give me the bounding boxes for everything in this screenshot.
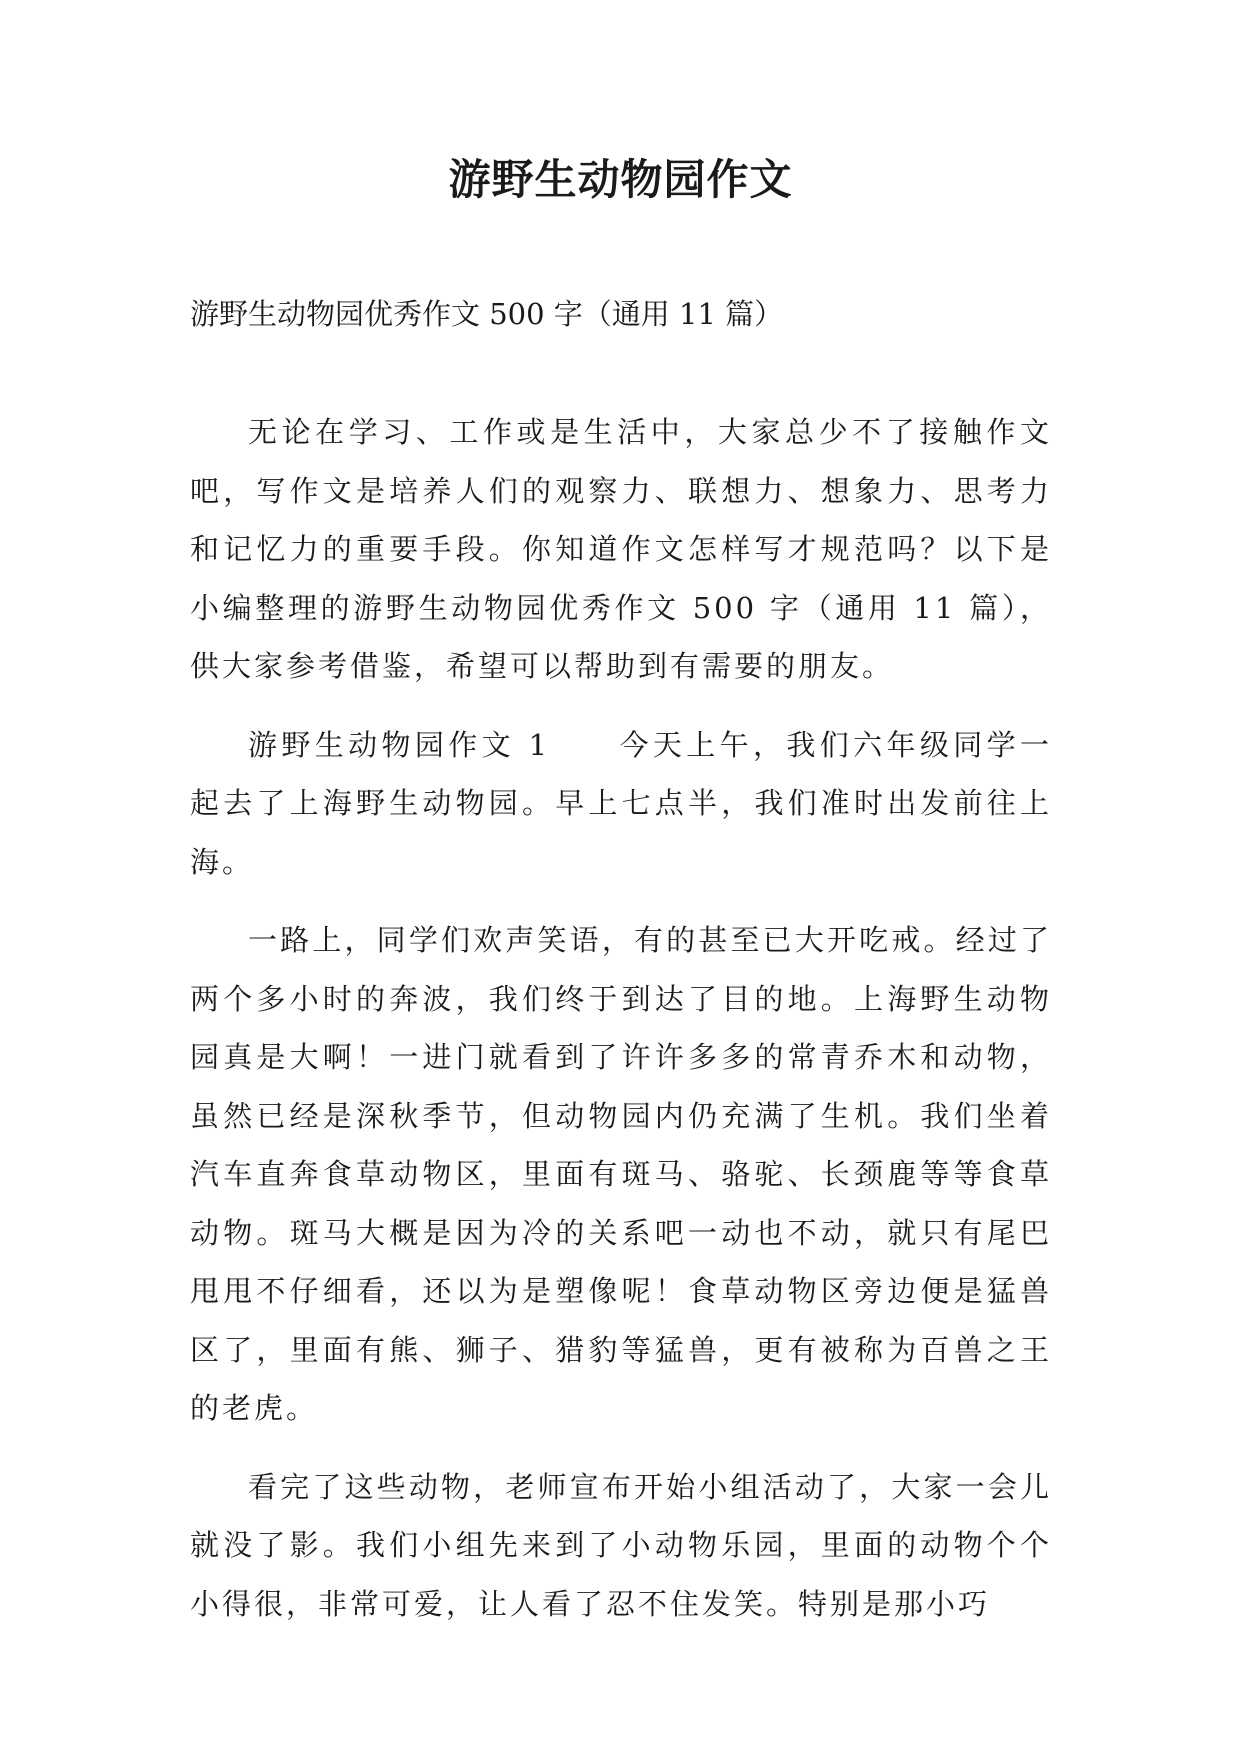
- body-paragraph: 看完了这些动物，老师宣布开始小组活动了，大家一会儿就没了影。我们小组先来到了小动物乐园，里面的动物个个小得很，非常可爱，让人看了忍不住发笑。特别是那小巧: [190, 1469, 1052, 1621]
- document-subtitle: 游野生动物园优秀作文 500 字（通用 11 篇）: [190, 297, 784, 331]
- body-paragraph: 一路上，同学们欢声笑语，有的甚至已大开吃戒。经过了两个多小时的奔波，我们终于到达了目的地。上海野生动物园真是大啊！一进门就看到了许许多多的常青乔木和动物，虽然已经是深秋季节，但动物园内仍充满了生机。我们坐着汽车直奔食草动物区，里面有斑马、骆驼、长颈鹿等等食草动物。斑马大概是因为冷的关系吧一动也不动，就只有尾巴甩甩不仔细看，还以为是塑像呢！食草动物区旁边便是猛兽区了，里面有熊、狮子、猎豹等猛兽，更有被称为百兽之王的老虎。: [190, 923, 1052, 1425]
- section-1-text: 今天上午，我们六年级同学一起去了上海野生动物园。早上七点半，我们准时出发前往上海。: [190, 727, 1052, 879]
- document-title: 游野生动物园作文: [448, 155, 793, 204]
- intro-paragraph: 无论在学习、工作或是生活中，大家总少不了接触作文吧，写作文是培养人们的观察力、联想力、想象力、思考力和记忆力的重要手段。你知道作文怎样写才规范吗？以下是小编整理的游野生动物园优秀作文 500 字（通用 11 篇），供大家参考借鉴，希望可以帮助到有需要的朋友。: [190, 415, 1052, 683]
- document-body: [190, 403, 1052, 1653]
- section-label: 游野生动物园作文 1: [248, 727, 551, 762]
- section-1-paragraph: [190, 716, 1052, 892]
